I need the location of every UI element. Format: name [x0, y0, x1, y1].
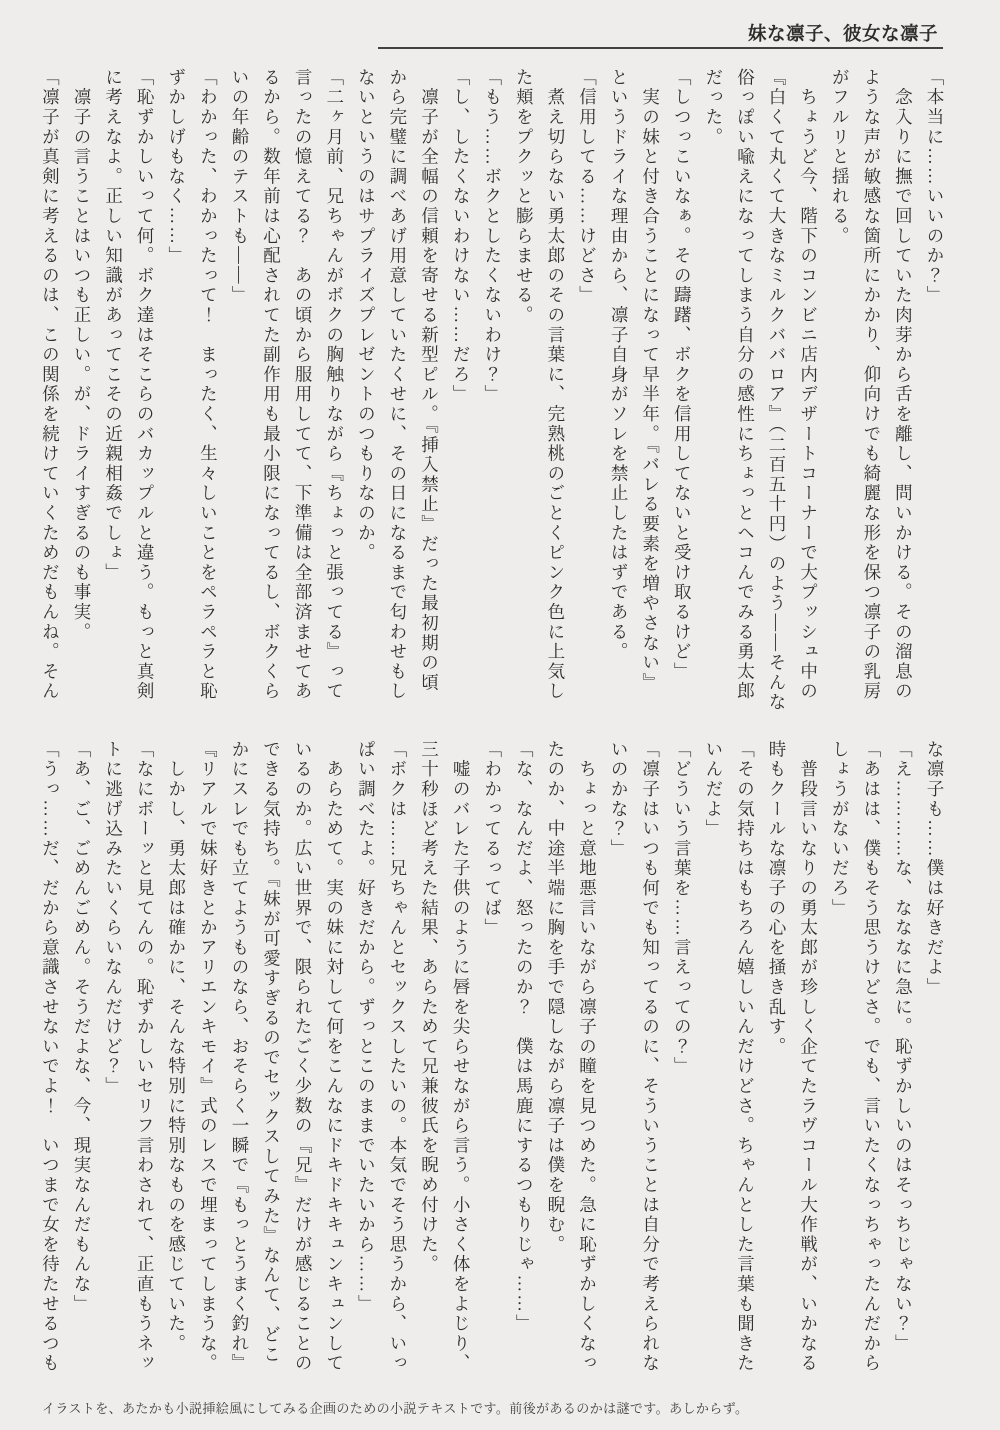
footer-note: イラストを、あたかも小説挿絵風にしてみる企画のための小説テキストです。前後があるのかは謎です。あしからず。 [42, 1401, 749, 1416]
text-column: 『白くて丸くて大きなミルクババロア』（二百五十円）のよう――そんな [767, 68, 788, 713]
text-column: 「な、なんだよ、怒ったのか？ 僕は馬鹿にするつもりじゃ……」 [514, 740, 535, 1334]
text-column: 「どういう言葉を……言えっての？」 [672, 740, 693, 1077]
text-column: 嘘のバレた子供のように唇を尖らせながら言う。小さく体をよじり、 [451, 740, 472, 1374]
text-column: 「わかった、わかったって！ まったく、生々しいことをペラペラと恥 [198, 68, 219, 702]
text-column: 三十秒ほど考えた結果、あらためて兄兼彼氏を睨め付けた。 [419, 740, 440, 1275]
text-column: というドライな理由から、凛子自身がソレを禁止したはずである。 [609, 68, 630, 662]
text-column: たのか、中途半端に胸を手で隠しながら凛子は僕を睨む。 [545, 740, 566, 1255]
text-column: 「凛子はいつも何でも知ってるのに、そういうことは自分で考えられな [640, 740, 661, 1374]
text-column: 「あ、ご、ごめんごめん。そうだよな、今、現実なんだもんな」 [71, 740, 92, 1315]
text-column: 「なにボーッと見てんの。恥ずかしいセリフ言わされて、正直もうネッ [135, 740, 156, 1374]
text-column: 「え…………な、なななに急に。恥ずかしいのはそっちじゃない？」 [893, 740, 914, 1354]
text-column: 「その気持ちはもちろん嬉しいんだけどさ。ちゃんとした言葉も聞きた [735, 740, 756, 1374]
text-column: 時もクールな凛子の心を掻き乱す。 [767, 740, 788, 1057]
text-column: ぱい調べたよ。好きだから。ずっとこのままでいたいから……」 [356, 740, 377, 1315]
text-column: 凛子が全幅の信頼を寄せる新型ピル。『挿入禁止』だった最初期の頃 [419, 68, 440, 693]
text-column: た頬をプクッと膨らませる。 [514, 68, 535, 326]
text-column: ないというのはサプライズプレゼントのつもりなのか。 [356, 68, 377, 563]
text-column: いのかな？」 [609, 740, 630, 859]
text-column: しかし、勇太郎は確かに、そんな特別に特別なものを感じていた。 [166, 740, 187, 1354]
text-column: いの年齢のテストも――」 [229, 68, 250, 306]
text-column: 「恥ずかしいって何。ボク達はそこらのバカップルと違う。もっと真剣 [135, 68, 156, 702]
text-column: ずかしげもなく……」 [166, 68, 187, 266]
text-column: な凛子も……僕は好きだよ」 [925, 740, 945, 998]
text-column: 煮え切らない勇太郎のその言葉に、完熟桃のごとくピンク色に上気し [545, 68, 566, 702]
text-column: いんだよ」 [703, 740, 724, 839]
text-column: 念入りに撫で回していた肉芽から舌を離し、問いかける。その溜息の [893, 68, 914, 702]
header-rule [378, 47, 943, 49]
text-column: かにスレでも立てようものなら、おそらく一瞬で『もっとうまく釣れ』 [229, 740, 250, 1374]
text-column: 「うっ……だ、だから意識させないでよ！ いつまで女を待たせるつも [40, 740, 61, 1374]
text-column: いるのか。広い世界で、限られたごく少数の『兄』だけが感じることの [293, 740, 314, 1374]
text-column: 「本当に……いいのか？」 [925, 68, 945, 306]
text-block-bottom [32, 740, 950, 1396]
text-column: しょうがないだろ」 [830, 740, 851, 919]
text-column: ちょうど今、階下のコンビニ店内デザートコーナーで大プッシュ中の [798, 68, 819, 702]
page-header-title: 妹な凛子、彼女な凛子 [747, 25, 938, 45]
text-column: に考えなよ。正しい知識があってこその近親相姦でしょ」 [103, 68, 124, 583]
text-column: 「わかってるってば」 [482, 740, 503, 938]
text-column: 普段言いなりの勇太郎が珍しく企てたラヴコール大作戦が、いかなる [798, 740, 819, 1374]
text-column: 『リアルで妹好きとかアリエンキモイ』式のレスで埋まってしまうな。 [198, 740, 219, 1374]
text-column: 「ボクは……兄ちゃんとセックスしたいの。本気でそう思うから、いっ [387, 740, 408, 1374]
text-column: トに逃げ込みたいくらいなんだけど？」 [103, 740, 124, 1097]
text-column: 言ったの憶えてる？ あの頃から服用してて、下準備は全部済ませてあ [293, 68, 314, 702]
text-column: るから。数年前は心配されてた副作用も最小限になってるし、ボクくら [261, 68, 282, 702]
text-column: だった。 [703, 68, 724, 148]
text-column: がフルリと揺れる。 [830, 68, 851, 247]
text-column: 「あはは、僕もそう思うけどさ。でも、言いたくなっちゃったんだから [861, 740, 882, 1374]
text-column: 「し、したくないわけない……だろ」 [451, 68, 472, 405]
text-column: できる気持ち。『妹が可愛すぎるのでセックスしてみた』なんて、どこ [261, 740, 282, 1365]
text-column: ような声が敏感な箇所にかかり、仰向けでも綺麗な形を保つ凛子の乳房 [861, 68, 882, 702]
text-column: ちょっと意地悪言いながら凛子の瞳を見つめた。急に恥ずかしくなっ [577, 740, 598, 1374]
text-column: から完璧に調べあげ用意していたくせに、その日になるまで匂わせもし [387, 68, 408, 702]
text-column: 「二ヶ月前、兄ちゃんがボクの胸触りながら『ちょっと張ってる』って [324, 68, 345, 702]
text-column: 実の妹と付き合うことになって早半年。『バレる要素を増やさない』 [640, 68, 661, 693]
text-block-top [32, 68, 950, 724]
text-column: 「もう……ボクとしたくないわけ？」 [482, 68, 503, 405]
text-column: 凛子の言うことはいつも正しい。が、ドライすぎるのも事実。 [71, 68, 92, 643]
text-column: あらためて。実の妹に対して何をこんなにドキドキキュンキュンして [324, 740, 345, 1374]
text-column: 「信用してる……けどさ」 [577, 68, 598, 306]
text-column: 俗っぽい喩えになってしまう自分の感性にちょっとヘコんでみる勇太郎 [735, 68, 756, 702]
text-column: 「しつっこいなぁ。その躊躇、ボクを信用してないと受け取るけど」 [672, 68, 693, 682]
text-column: 「凛子が真剣に考えるのは、この関係を続けていくためだもんね。そん [40, 68, 61, 702]
